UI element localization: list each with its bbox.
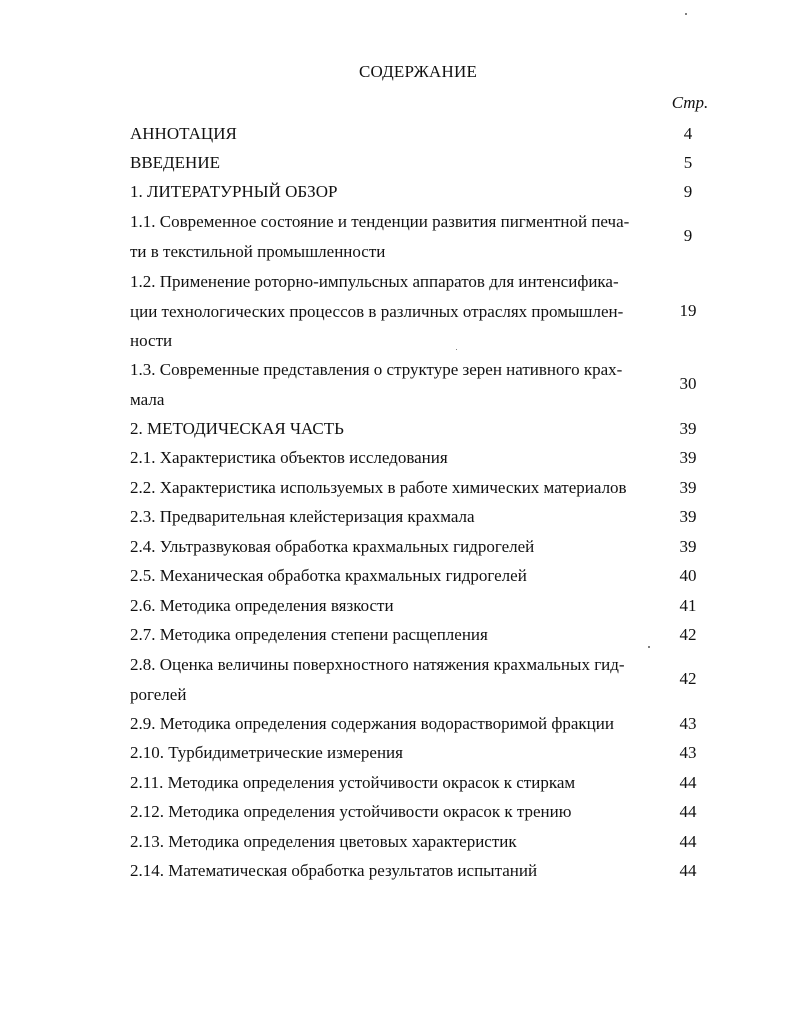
toc-entry-line: 2.9. Методика определения содержания водорастворимой фракции — [130, 714, 614, 733]
toc-page-number: 39 — [679, 448, 697, 467]
toc-entry — [130, 591, 675, 621]
toc-entry — [130, 148, 675, 178]
toc-entry-line: 2.12. Методика определения устойчивости окрасок к трению — [130, 802, 572, 821]
toc-page-number: 30 — [679, 374, 697, 393]
toc-page-number: 42 — [679, 625, 697, 644]
toc-page-number: 39 — [679, 478, 697, 497]
toc-entry-line: 1.2. Применение роторно-импульсных аппаратов для интенсифика- — [130, 272, 619, 291]
toc-page-number: 43 — [679, 743, 697, 762]
toc-entry-line: 2.10. Турбидиметрические измерения — [130, 743, 403, 762]
toc-entry — [130, 797, 675, 827]
page-column-label: Стр. — [671, 93, 709, 112]
toc-entry-line: 2.14. Математическая обработка результатов испытаний — [130, 861, 538, 880]
toc-page-number: 43 — [679, 714, 697, 733]
toc-page-number: 44 — [679, 832, 697, 851]
toc-entry-line: АННОТАЦИЯ — [130, 124, 237, 143]
toc-entry-line: мала — [130, 389, 165, 409]
toc-page-number: 19 — [679, 301, 697, 320]
toc-entry — [130, 177, 675, 207]
toc-entry-line: 1.1. Современное состояние и тенденции развития пигментной печа- — [130, 212, 630, 231]
scan-speck — [648, 646, 650, 648]
toc-entry-line: 2.1. Характеристика объектов исследования — [130, 448, 448, 467]
toc-page-number: 39 — [679, 419, 697, 438]
toc-entry-line: ВВЕДЕНИЕ — [130, 153, 220, 172]
toc-entry-line: 1.3. Современные представления о структуре зерен нативного крах- — [130, 360, 623, 379]
toc-page-number: 5 — [683, 153, 693, 172]
toc-entry-line: ции технологических процессов в различных отраслях промышлен- — [130, 301, 624, 321]
toc-entry — [130, 827, 675, 857]
toc-page-number: 44 — [679, 802, 697, 821]
toc-entry — [130, 267, 675, 356]
toc-entry — [130, 620, 675, 650]
toc-entry-line: 2.3. Предварительная клейстеризация крахмала — [130, 507, 475, 526]
toc-entry — [130, 414, 675, 444]
toc-entry — [130, 738, 675, 768]
toc-entry-line: 2.13. Методика определения цветовых характеристик — [130, 832, 517, 851]
toc-page-number: 44 — [679, 773, 697, 792]
scan-speck — [456, 349, 457, 350]
toc-entry — [130, 443, 675, 473]
toc-entry-line: 2.5. Механическая обработка крахмальных гидрогелей — [130, 566, 527, 585]
toc-entry — [130, 207, 675, 266]
toc-entry-line: рогелей — [130, 684, 187, 704]
toc-entry — [130, 561, 675, 591]
toc-entry-line: 2.4. Ультразвуковая обработка крахмальных гидрогелей — [130, 537, 535, 556]
toc-page-number: 44 — [679, 861, 697, 880]
toc-page-number: 39 — [679, 507, 697, 526]
toc-page-number: 9 — [683, 182, 693, 201]
scan-speck — [685, 13, 687, 15]
toc-entry — [130, 532, 675, 562]
toc-entry-line: ти в текстильной промышленности — [130, 241, 386, 261]
toc-entry-line: 2.6. Методика определения вязкости — [130, 596, 394, 615]
toc-entry — [130, 650, 675, 709]
toc-entry — [130, 355, 675, 414]
toc-entry-line: 2.7. Методика определения степени расщепления — [130, 625, 488, 644]
toc-entry-line: 1. ЛИТЕРАТУРНЫЙ ОБЗОР — [130, 182, 338, 201]
toc-entry — [130, 502, 675, 532]
toc-page-number: 42 — [679, 669, 697, 688]
toc-page-number: 40 — [679, 566, 697, 585]
toc-entry-line: ности — [130, 331, 173, 350]
page-title: СОДЕРЖАНИЕ — [358, 62, 478, 81]
toc-entry — [130, 856, 675, 886]
toc-entry — [130, 119, 675, 149]
toc-entry-line: 2.11. Методика определения устойчивости окрасок к стиркам — [130, 773, 576, 792]
toc-entry — [130, 709, 675, 739]
toc-page-number: 39 — [679, 537, 697, 556]
toc-entry — [130, 473, 675, 503]
toc-page-number: 4 — [683, 124, 693, 143]
toc-entry-line: 2.8. Оценка величины поверхностного натяжения крахмальных гид- — [130, 655, 625, 674]
toc-entry-line: 2. МЕТОДИЧЕСКАЯ ЧАСТЬ — [130, 419, 344, 438]
toc-page-number: 41 — [679, 596, 697, 615]
toc-entry — [130, 768, 675, 798]
toc-entry-line: 2.2. Характеристика используемых в работе химических материалов — [130, 478, 627, 497]
toc-page-number: 9 — [683, 226, 693, 245]
